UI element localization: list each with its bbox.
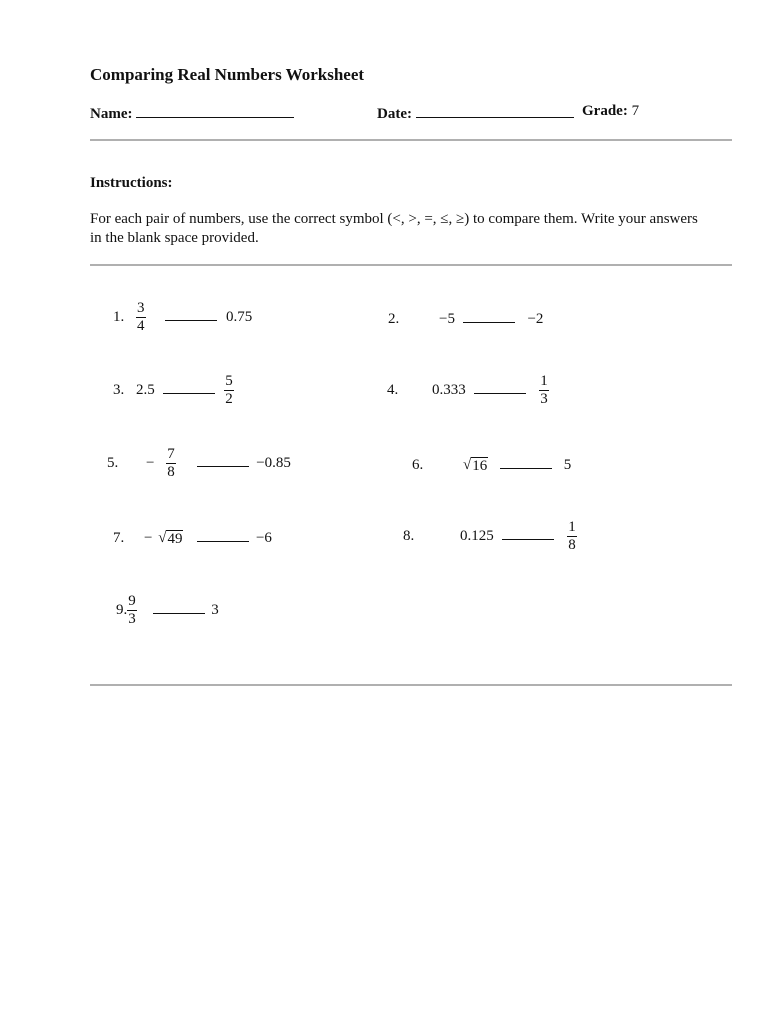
divider-top (90, 139, 732, 141)
negative-sign: − (146, 454, 155, 471)
answer-blank[interactable] (153, 601, 205, 614)
numerator: 3 (137, 300, 145, 316)
problem-7 (113, 529, 272, 547)
denominator: 2 (225, 391, 233, 407)
right-value: −2 (527, 311, 544, 327)
problem-number: 1. (113, 308, 125, 325)
name-label: Name: (90, 106, 133, 122)
fraction (567, 519, 577, 554)
radical-icon: √ (158, 530, 167, 546)
left-value: −5 (439, 311, 455, 327)
answer-blank[interactable] (165, 308, 217, 321)
denominator: 3 (540, 391, 548, 407)
problem-number: 7. (113, 530, 125, 546)
date-field[interactable] (377, 103, 574, 123)
answer-blank[interactable] (474, 381, 526, 394)
fraction (224, 373, 234, 408)
numerator: 9 (128, 593, 136, 609)
fraction (166, 446, 176, 481)
instructions-heading: Instructions: (90, 175, 173, 191)
answer-blank[interactable] (463, 310, 515, 323)
fraction (136, 300, 146, 335)
problem-9 (116, 593, 219, 628)
answer-blank[interactable] (197, 529, 249, 542)
numerator: 7 (167, 446, 175, 462)
problem-2 (388, 310, 543, 328)
problem-number: 3. (113, 381, 125, 398)
problem-6 (412, 456, 571, 474)
grade-value: 7 (631, 103, 640, 119)
numerator: 1 (568, 519, 576, 535)
fraction (127, 593, 137, 628)
left-value: 0.125 (460, 527, 494, 544)
left-value: 2.5 (136, 381, 155, 398)
grade-label: Grade: (582, 103, 628, 119)
worksheet-title: Comparing Real Numbers Worksheet (90, 65, 365, 84)
answer-blank[interactable] (197, 454, 249, 467)
problem-3 (113, 373, 234, 408)
radicand: 16 (472, 458, 488, 474)
divider-bottom (90, 684, 732, 686)
denominator: 3 (128, 611, 136, 627)
problem-1 (113, 300, 252, 335)
divider-middle (90, 264, 732, 266)
fraction (539, 373, 549, 408)
square-root (158, 530, 183, 547)
instructions-text: For each pair of numbers, use the correct symbol (<, >, =, ≤, ≥) to compare them. Write your answers in the blank space provided. (90, 211, 698, 246)
right-value: −0.85 (256, 454, 291, 471)
answer-blank[interactable] (500, 456, 552, 469)
problem-number: 4. (387, 381, 399, 398)
square-root (463, 457, 488, 474)
problem-8 (403, 519, 577, 554)
negative-sign: − (144, 530, 153, 546)
denominator: 8 (568, 537, 576, 553)
problem-number: 2. (388, 311, 400, 327)
left-value: 0.333 (432, 381, 466, 398)
problem-number: 6. (412, 457, 424, 473)
answer-blank[interactable] (502, 527, 554, 540)
right-value: 3 (211, 601, 219, 618)
denominator: 8 (167, 464, 175, 480)
grade-field (582, 103, 639, 120)
numerator: 1 (540, 373, 548, 389)
right-value: 0.75 (226, 308, 253, 325)
problem-number: 8. (403, 527, 415, 544)
problem-number: 5. (107, 454, 119, 471)
right-value: 5 (563, 457, 572, 473)
problem-5 (107, 446, 291, 481)
problem-4 (387, 373, 549, 408)
radicand: 49 (167, 531, 183, 547)
denominator: 4 (137, 318, 145, 334)
date-blank[interactable] (416, 103, 574, 118)
problem-number: 9. (116, 601, 128, 618)
right-value: −6 (255, 530, 272, 546)
numerator: 5 (225, 373, 233, 389)
name-field[interactable] (90, 103, 294, 123)
name-blank[interactable] (136, 103, 294, 118)
radical-icon: √ (463, 457, 472, 473)
answer-blank[interactable] (163, 381, 215, 394)
date-label: Date: (377, 106, 412, 122)
